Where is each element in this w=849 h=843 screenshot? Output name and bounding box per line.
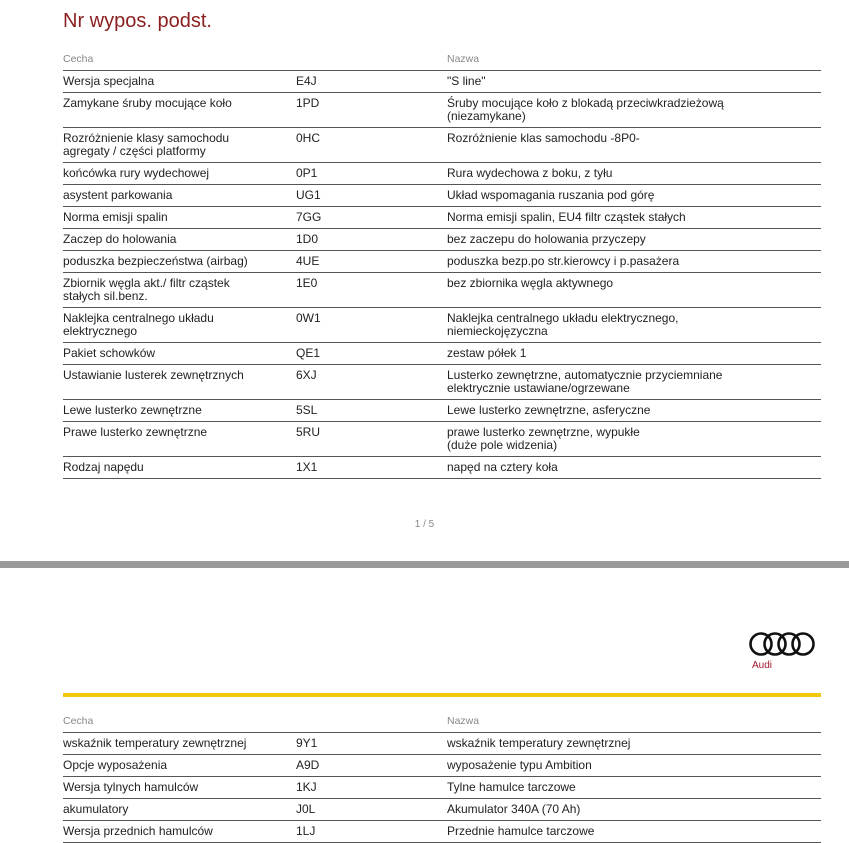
code-cell: 7GG — [296, 207, 447, 229]
feature-cell: Rodzaj napędu — [63, 457, 296, 479]
header-name: Nazwa — [447, 53, 821, 71]
feature-cell: Ustawianie lusterek zewnętrznych — [63, 365, 296, 400]
code-cell: 0HC — [296, 128, 447, 163]
code-cell: QE1 — [296, 343, 447, 365]
code-cell: 1KJ — [296, 777, 447, 799]
table-row — [63, 733, 821, 755]
table-row — [63, 128, 821, 163]
table-row — [63, 777, 821, 799]
name-cell: bez zaczepu do holowania przyczepy — [447, 229, 821, 251]
name-cell: napęd na cztery koła — [447, 457, 821, 479]
feature-cell: Norma emisji spalin — [63, 207, 296, 229]
feature-cell: Rozróżnienie klasy samochodu agregaty / części platformy — [63, 128, 296, 163]
feature-cell: Lewe lusterko zewnętrzne — [63, 400, 296, 422]
table-row — [63, 400, 821, 422]
table-row — [63, 343, 821, 365]
code-cell: A9D — [296, 755, 447, 777]
code-cell: UG1 — [296, 185, 447, 207]
header-feature: Cecha — [63, 715, 296, 733]
code-cell: 1PD — [296, 93, 447, 128]
feature-cell: Naklejka centralnego układu elektrycznego — [63, 308, 296, 343]
table-row — [63, 251, 821, 273]
header-name: Nazwa — [447, 715, 821, 733]
page-number: 1 / 5 — [414, 519, 435, 530]
feature-cell: Opcje wyposażenia — [63, 755, 296, 777]
name-cell: Lusterko zewnętrzne, automatycznie przyciemniane elektrycznie ustawiane/ogrzewane — [447, 365, 821, 400]
name-cell: bez zbiornika węgla aktywnego — [447, 273, 821, 308]
equipment-table-page1 — [63, 53, 821, 479]
code-cell: 5SL — [296, 400, 447, 422]
feature-cell: Pakiet schowków — [63, 343, 296, 365]
name-cell: Norma emisji spalin, EU4 filtr cząstek stałych — [447, 207, 821, 229]
code-cell: 0W1 — [296, 308, 447, 343]
name-cell: poduszka bezp.po str.kierowcy i p.pasażera — [447, 251, 821, 273]
table-row — [63, 755, 821, 777]
feature-cell: Wersja przednich hamulców — [63, 821, 296, 843]
code-cell: 6XJ — [296, 365, 447, 400]
code-cell: 0P1 — [296, 163, 447, 185]
feature-cell: Prawe lusterko zewnętrzne — [63, 422, 296, 457]
table-row — [63, 799, 821, 821]
table-row — [63, 93, 821, 128]
table-row — [63, 71, 821, 93]
header-feature: Cecha — [63, 53, 296, 71]
name-cell: wyposażenie typu Ambition — [447, 755, 821, 777]
code-cell: 1X1 — [296, 457, 447, 479]
feature-cell: Zbiornik węgla akt./ filtr cząstek stałych sil.benz. — [63, 273, 296, 308]
feature-cell: akumulatory — [63, 799, 296, 821]
feature-cell: asystent parkowania — [63, 185, 296, 207]
name-cell: Tylne hamulce tarczowe — [447, 777, 821, 799]
table-row — [63, 457, 821, 479]
feature-cell: Zaczep do holowania — [63, 229, 296, 251]
feature-cell: wskaźnik temperatury zewnętrznej — [63, 733, 296, 755]
audi-logo-text: Audi — [752, 660, 773, 671]
table-row — [63, 163, 821, 185]
name-cell: Przednie hamulce tarczowe — [447, 821, 821, 843]
code-cell: 9Y1 — [296, 733, 447, 755]
table-row — [63, 422, 821, 457]
feature-cell: poduszka bezpieczeństwa (airbag) — [63, 251, 296, 273]
feature-cell: Zamykane śruby mocujące koło — [63, 93, 296, 128]
name-cell: Układ wspomagania ruszania pod górę — [447, 185, 821, 207]
code-cell: 1E0 — [296, 273, 447, 308]
table-row — [63, 185, 821, 207]
yellow-divider — [63, 693, 821, 697]
feature-cell: końcówka rury wydechowej — [63, 163, 296, 185]
table-row — [63, 207, 821, 229]
name-cell: wskaźnik temperatury zewnętrznej — [447, 733, 821, 755]
name-cell: zestaw półek 1 — [447, 343, 821, 365]
name-cell: "S line" — [447, 71, 821, 93]
code-cell: E4J — [296, 71, 447, 93]
name-cell: prawe lusterko zewnętrzne, wypukłe (duże pole widzenia) — [447, 422, 821, 457]
audi-rings-logo — [749, 631, 817, 657]
code-cell: 4UE — [296, 251, 447, 273]
header-code — [296, 53, 447, 71]
page-title: Nr wypos. podst. — [63, 10, 212, 32]
equipment-table-page2 — [63, 715, 821, 843]
code-cell: J0L — [296, 799, 447, 821]
feature-cell: Wersja tylnych hamulców — [63, 777, 296, 799]
table-header — [63, 53, 821, 71]
table-row — [63, 273, 821, 308]
name-cell: Rura wydechowa z boku, z tyłu — [447, 163, 821, 185]
feature-cell: Wersja specjalna — [63, 71, 296, 93]
table-row — [63, 308, 821, 343]
name-cell: Rozróżnienie klas samochodu -8P0- — [447, 128, 821, 163]
table-row — [63, 365, 821, 400]
table-header — [63, 715, 821, 733]
name-cell: Śruby mocujące koło z blokadą przeciwkradzieżową (niezamykane) — [447, 93, 821, 128]
table-row — [63, 821, 821, 843]
name-cell: Lewe lusterko zewnętrzne, asferyczne — [447, 400, 821, 422]
page-separator — [0, 561, 849, 568]
code-cell: 5RU — [296, 422, 447, 457]
name-cell: Akumulator 340A (70 Ah) — [447, 799, 821, 821]
table-row — [63, 229, 821, 251]
code-cell: 1D0 — [296, 229, 447, 251]
code-cell: 1LJ — [296, 821, 447, 843]
name-cell: Naklejka centralnego układu elektrycznego, niemieckojęzyczna — [447, 308, 821, 343]
header-code — [296, 715, 447, 733]
